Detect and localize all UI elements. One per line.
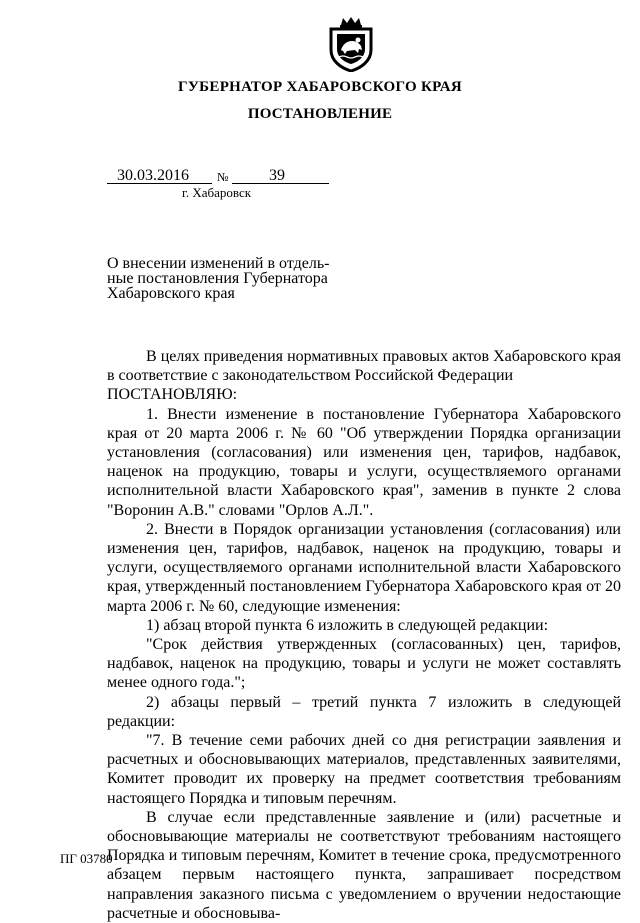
subject-line: О внесении изменений в отдель- xyxy=(107,255,330,272)
subitem-2-2-quote-continued: В случае если представленные заявление и (или) расчетные и обосновывающие материалы не соответствуют требованиям настоящего Порядка и типовым перечням, Комитет в течение срока, предусмотренного абзацем первым настоящего пункта, запрашивает посредством направления заказного письма с уведомлением о вручении недостающие расчетные и обосновыва- xyxy=(107,808,621,922)
document-number: 39 xyxy=(269,167,285,184)
document-body xyxy=(107,347,621,923)
subitem-2-2: 2) абзацы первый – третий пункта 7 изложить в следующей редакции: xyxy=(107,693,621,730)
subitem-2-1-quote: "Срок действия утвержденных (согласованных) цен, тарифов, надбавок, наценок на продукцию, товары и услуги не может составлять менее одного года."; xyxy=(107,636,621,692)
subitem-2-1: 1) абзац второй пункта 6 изложить в следующей редакции: xyxy=(146,616,549,634)
paragraph-item-1: 1. Внести изменение в постановление Губернатора Хабаровского края от 20 марта 2006 г. № 60 "Об утверждении Порядка организации установления (согласования) или изменения цен, тарифов, надбавок, наценок на продукцию, товары и услуги, осуществляемого органами исполнительной власти Хабаровского края", заменив в пункте 2 слова "Воронин А.В." словами "Орлов А.Л.". xyxy=(107,405,621,519)
date-underline xyxy=(107,183,212,184)
intro-paragraph: В целях приведения нормативных правовых актов Хабаровского края в соответствие с законодательством Российской Федерации xyxy=(107,348,621,385)
paragraph-item-2: 2. Внести в Порядок организации установления (согласования) или изменения цен, тарифов, надбавок, наценок на продукцию, товары и услуги, осуществляемого органами исполнительной власти Хабаровского края, утвержденный постановлением Губернатора Хабаровского края от 20 марта 2006 г. № 60, следующие изменения: xyxy=(107,520,621,615)
subject-line: Хабаровского края xyxy=(107,285,235,302)
footer-code: ПГ 03780 xyxy=(60,851,113,866)
subject-line: ные постановления Губернатора xyxy=(107,270,328,287)
subitem-2-2-quote: "7. В течение семи рабочих дней со дня регистрации заявления и расчетных и обосновывающих материалов, представленных заявителями, Комитет проводит их проверку на предмет соответствия требованиям настоящего Порядка и типовым перечням. xyxy=(107,732,621,807)
khabarovsk-coat-of-arms-icon xyxy=(327,16,375,72)
document-type: ПОСТАНОВЛЕНИЕ xyxy=(247,106,393,122)
document-city: г. Хабаровск xyxy=(182,185,252,200)
number-sign: № xyxy=(217,170,229,184)
document-date: 30.03.2016 xyxy=(117,167,189,184)
resolution-heading: ПОСТАНОВЛЯЮ: xyxy=(107,386,238,404)
number-underline xyxy=(232,183,329,184)
document-subject xyxy=(107,256,347,301)
organization-title: ГУБЕРНАТОР ХАБАРОВСКОГО КРАЯ xyxy=(178,79,462,95)
